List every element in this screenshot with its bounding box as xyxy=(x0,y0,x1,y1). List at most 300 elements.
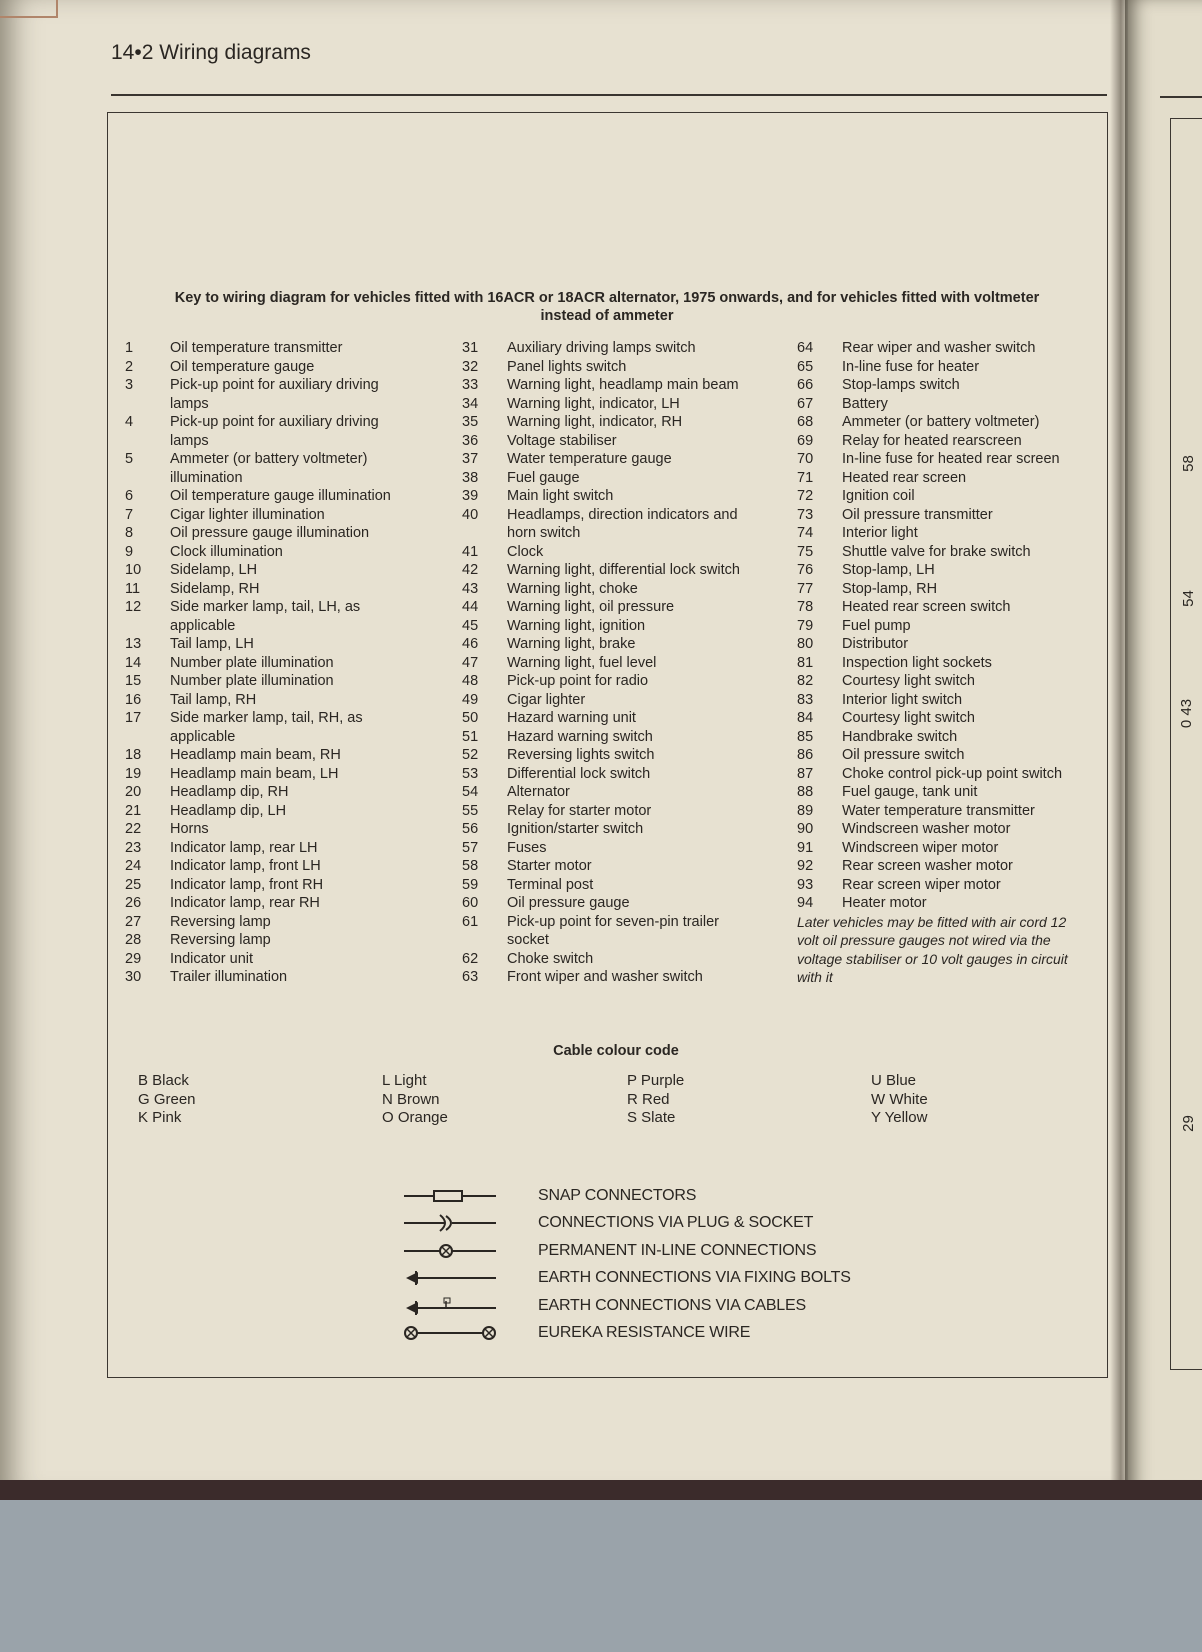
colour-code-entry: L Light xyxy=(382,1072,427,1089)
key-item-label: Shuttle valve for brake switch xyxy=(842,543,1031,560)
key-item xyxy=(462,580,792,599)
key-item-label: Water temperature transmitter xyxy=(842,802,1035,819)
key-item-number: 27 xyxy=(125,913,142,930)
key-item-number: 61 xyxy=(462,913,479,930)
key-item xyxy=(462,783,792,802)
key-item-label: Pick-up point for auxiliary driving xyxy=(170,414,379,430)
key-item-number: 35 xyxy=(462,414,479,430)
key-item-label: Warning light, brake xyxy=(507,636,636,652)
key-item-number: 46 xyxy=(462,636,479,652)
key-item-number: 51 xyxy=(462,728,479,745)
key-item-label: Rear screen washer motor xyxy=(842,858,1013,874)
key-item-label: Warning light, indicator, RH xyxy=(507,414,683,430)
key-item-number: 91 xyxy=(797,839,814,856)
key-item xyxy=(797,839,1097,858)
key-item-label: Heater motor xyxy=(842,895,927,911)
legend-label: CONNECTIONS VIA PLUG & SOCKET xyxy=(538,1214,814,1232)
key-item-number: 59 xyxy=(462,876,479,893)
key-item-number xyxy=(125,395,170,414)
key-item xyxy=(125,617,455,636)
key-item xyxy=(797,598,1097,617)
key-item-number: 21 xyxy=(125,802,142,819)
key-item-label: Handbrake switch xyxy=(842,728,958,745)
legend-label: SNAP CONNECTORS xyxy=(538,1186,697,1204)
key-item xyxy=(462,746,792,765)
key-item-number: 4 xyxy=(125,414,134,430)
key-item xyxy=(797,876,1097,895)
key-item xyxy=(125,913,455,932)
colour-column xyxy=(871,1072,928,1128)
key-item xyxy=(462,765,792,784)
key-item-number: 60 xyxy=(462,895,479,911)
key-item-label: Indicator unit xyxy=(170,950,254,967)
key-item xyxy=(462,709,792,728)
key-item-label: Indicator lamp, front LH xyxy=(170,858,321,874)
key-item-label: Clock illumination xyxy=(170,543,283,560)
key-item-label: In-line fuse for heated rear screen xyxy=(842,451,1060,467)
key-item xyxy=(462,728,792,747)
key-item xyxy=(797,339,1097,358)
key-item-number xyxy=(125,617,170,636)
key-item xyxy=(797,635,1097,654)
key-item-number: 14 xyxy=(125,654,142,671)
key-item xyxy=(125,931,455,950)
key-item xyxy=(462,876,792,895)
key-item-number: 64 xyxy=(797,340,814,356)
legend-row xyxy=(400,1237,851,1265)
key-item xyxy=(125,580,455,599)
key-item xyxy=(462,635,792,654)
key-item-label: Reversing lamp xyxy=(170,932,271,948)
key-item-number: 23 xyxy=(125,839,142,856)
key-item xyxy=(462,413,792,432)
key-item-label: Panel lights switch xyxy=(507,358,627,375)
colour-code-entry: K Pink xyxy=(138,1109,182,1126)
key-item xyxy=(125,672,455,691)
colour-code-entry: P Purple xyxy=(627,1072,685,1089)
key-item-label: Inspection light sockets xyxy=(842,654,992,671)
key-item-number: 89 xyxy=(797,802,814,819)
key-item-label: Warning light, choke xyxy=(507,580,638,597)
key-item-number: 85 xyxy=(797,728,814,745)
right-page-label: 54 xyxy=(1179,590,1197,607)
key-item-label: Rear screen wiper motor xyxy=(842,876,1001,893)
key-item-number: 37 xyxy=(462,451,479,467)
key-item xyxy=(797,802,1097,821)
key-item xyxy=(797,358,1097,377)
key-item xyxy=(125,635,455,654)
key-item-label: applicable xyxy=(170,617,236,634)
key-item-label: Number plate illumination xyxy=(170,673,334,689)
key-item-label: Ignition coil xyxy=(842,488,915,504)
key-item-label: Ammeter (or battery voltmeter) xyxy=(170,451,368,467)
key-column-2 xyxy=(462,339,792,987)
key-item-label: Oil pressure switch xyxy=(842,747,965,763)
key-item-number: 69 xyxy=(797,432,814,449)
key-item-number: 32 xyxy=(462,358,479,375)
key-item xyxy=(462,802,792,821)
key-item-label: Indicator lamp, rear LH xyxy=(170,839,318,856)
key-item-label: Headlamp main beam, RH xyxy=(170,747,341,763)
key-item-label: Stop-lamp, LH xyxy=(842,562,935,578)
key-item-label: Trailer illumination xyxy=(170,969,288,985)
key-item-label: Oil temperature gauge xyxy=(170,358,315,375)
key-item-label: Alternator xyxy=(507,784,570,800)
key-item-label: Tail lamp, RH xyxy=(170,691,257,708)
inline-connection-icon xyxy=(400,1240,500,1262)
key-item-label: Oil pressure gauge illumination xyxy=(170,525,370,541)
key-item xyxy=(797,580,1097,599)
key-item-number: 22 xyxy=(125,821,142,837)
key-heading-line: instead of ammeter xyxy=(540,308,674,324)
key-item-number: 16 xyxy=(125,691,142,708)
key-item-number xyxy=(462,524,507,543)
key-item-number: 80 xyxy=(797,636,814,652)
key-item-number: 94 xyxy=(797,895,814,911)
key-item-label: Rear wiper and washer switch xyxy=(842,340,1036,356)
key-item-label: Fuses xyxy=(507,839,547,856)
key-item-label: lamps xyxy=(170,432,209,449)
key-item xyxy=(125,598,455,617)
key-item-number: 58 xyxy=(462,858,479,874)
key-item xyxy=(125,543,455,562)
key-item-number: 88 xyxy=(797,784,814,800)
key-item-number xyxy=(125,432,170,451)
colour-column xyxy=(627,1072,684,1128)
key-item xyxy=(462,654,792,673)
key-item-label: Tail lamp, LH xyxy=(170,636,254,652)
key-item-label: Fuel pump xyxy=(842,617,911,634)
key-item xyxy=(797,561,1097,580)
key-item-number: 52 xyxy=(462,747,479,763)
key-item-number xyxy=(125,728,170,747)
key-item-number: 63 xyxy=(462,969,479,985)
legend-row xyxy=(400,1320,851,1348)
key-item xyxy=(462,358,792,377)
key-item-number: 45 xyxy=(462,617,479,634)
key-item-number: 93 xyxy=(797,876,814,893)
key-item xyxy=(125,376,455,395)
key-item-label: Sidelamp, LH xyxy=(170,562,258,578)
key-item xyxy=(462,524,792,543)
key-item-number: 43 xyxy=(462,580,479,597)
key-item xyxy=(462,931,792,950)
key-item-number: 44 xyxy=(462,599,479,615)
key-item-number: 48 xyxy=(462,673,479,689)
key-item-label: illumination xyxy=(170,469,243,486)
key-item-number: 2 xyxy=(125,358,134,375)
key-note-line: volt oil pressure gauges not wired via the xyxy=(797,932,1051,948)
key-item-label: Reversing lights switch xyxy=(507,747,655,763)
key-item xyxy=(125,839,455,858)
colour-code-entry: B Black xyxy=(138,1072,189,1089)
key-item-label: Cigar lighter xyxy=(507,691,586,708)
colour-code-entry: G Green xyxy=(138,1090,196,1108)
key-item-label: Pick-up point for radio xyxy=(507,673,649,689)
key-item-label: Auxiliary driving lamps switch xyxy=(507,340,696,356)
earth-cable-icon xyxy=(400,1295,500,1317)
key-item xyxy=(462,839,792,858)
key-item-label: Warning light, indicator, LH xyxy=(507,395,680,412)
key-item-number: 50 xyxy=(462,710,479,726)
key-item xyxy=(462,561,792,580)
key-item-number: 71 xyxy=(797,469,814,486)
key-item xyxy=(125,339,455,358)
key-item-number: 20 xyxy=(125,784,142,800)
key-item-label: Interior light switch xyxy=(842,691,963,708)
key-item-number: 30 xyxy=(125,969,142,985)
right-page-label: 29 xyxy=(1179,1115,1197,1132)
key-item-number: 65 xyxy=(797,358,814,375)
key-item xyxy=(125,783,455,802)
key-item-label: Heated rear screen xyxy=(842,469,967,486)
key-item-label: Stop-lamp, RH xyxy=(842,580,938,597)
key-item xyxy=(125,857,455,876)
key-item-label: Starter motor xyxy=(507,858,592,874)
key-item-label: Battery xyxy=(842,395,888,412)
key-item-label: Pick-up point for auxiliary driving xyxy=(170,377,379,393)
corner-tab xyxy=(0,0,58,18)
key-item xyxy=(462,598,792,617)
key-item-label: horn switch xyxy=(507,525,581,541)
key-item-label: Front wiper and washer switch xyxy=(507,969,703,985)
colour-code-entry: Y Yellow xyxy=(871,1109,928,1126)
key-item xyxy=(462,376,792,395)
key-item xyxy=(797,524,1097,543)
key-item-number: 8 xyxy=(125,525,134,541)
key-item-number: 26 xyxy=(125,895,142,911)
key-item-label: Sidelamp, RH xyxy=(170,580,260,597)
key-item xyxy=(125,820,455,839)
earth-bolt-icon xyxy=(400,1267,500,1289)
key-item-number: 49 xyxy=(462,691,479,708)
book-spine-shadow xyxy=(1110,0,1128,1495)
key-item xyxy=(462,968,792,987)
key-item-number: 1 xyxy=(125,340,134,356)
key-item-label: Warning light, differential lock switch xyxy=(507,562,740,578)
right-page-label: 0 43 xyxy=(1178,698,1196,729)
key-item-number: 70 xyxy=(797,451,814,467)
key-item-number: 68 xyxy=(797,414,814,430)
right-page-label: 58 xyxy=(1179,455,1197,472)
key-item xyxy=(125,691,455,710)
key-item-label: applicable xyxy=(170,728,236,745)
legend-row xyxy=(400,1210,851,1238)
colour-code-entry: O Orange xyxy=(382,1109,448,1126)
key-item xyxy=(125,395,455,414)
key-item-number: 47 xyxy=(462,654,479,671)
key-item xyxy=(125,968,455,987)
key-item-number: 76 xyxy=(797,562,814,578)
key-item-label: Side marker lamp, tail, LH, as xyxy=(170,599,361,615)
key-item-label: Relay for starter motor xyxy=(507,802,652,819)
key-item xyxy=(797,413,1097,432)
key-item xyxy=(797,691,1097,710)
key-item-label: Side marker lamp, tail, RH, as xyxy=(170,710,363,726)
legend-label: PERMANENT IN-LINE CONNECTIONS xyxy=(538,1241,817,1259)
key-item-number: 10 xyxy=(125,562,142,578)
key-item-number: 15 xyxy=(125,673,142,689)
key-item-label: Number plate illumination xyxy=(170,654,334,671)
key-item-number: 84 xyxy=(797,710,814,726)
key-item-label: Warning light, headlamp main beam xyxy=(507,377,739,393)
key-heading-line: Key to wiring diagram for vehicles fitted with 16ACR or 18ACR alternator, 1975 onwards, and for vehicles fitted with voltmeter xyxy=(174,290,1040,306)
key-item-number: 25 xyxy=(125,876,142,893)
key-item xyxy=(462,894,792,913)
key-item-label: lamps xyxy=(170,395,209,412)
key-item-number: 79 xyxy=(797,617,814,634)
key-item xyxy=(125,524,455,543)
key-item xyxy=(462,672,792,691)
key-item-label: Headlamps, direction indicators and xyxy=(507,506,738,523)
key-item xyxy=(797,728,1097,747)
key-item-number: 19 xyxy=(125,765,142,782)
key-item xyxy=(125,709,455,728)
key-item-label: Indicator lamp, front RH xyxy=(170,876,324,893)
key-item-label: Fuel gauge, tank unit xyxy=(842,784,978,800)
key-item xyxy=(797,395,1097,414)
key-note-line: voltage stabiliser or 10 volt gauges in circuit xyxy=(797,950,1068,967)
key-item-number: 6 xyxy=(125,488,134,504)
key-item xyxy=(797,857,1097,876)
key-item xyxy=(797,894,1097,913)
key-item-label: Heated rear screen switch xyxy=(842,599,1011,615)
key-item xyxy=(462,487,792,506)
right-header-rule xyxy=(1160,96,1202,98)
key-item-label: Water temperature gauge xyxy=(507,451,672,467)
key-item-label: Reversing lamp xyxy=(170,913,271,930)
symbol-legend xyxy=(400,1182,851,1347)
right-diagram-frame xyxy=(1170,118,1202,1370)
key-item-number: 81 xyxy=(797,654,814,671)
key-item-number: 86 xyxy=(797,747,814,763)
key-item-label: Relay for heated rearscreen xyxy=(842,432,1022,449)
key-item-label: Fuel gauge xyxy=(507,469,580,486)
key-item-number: 62 xyxy=(462,950,479,967)
key-item-label: Hazard warning switch xyxy=(507,728,653,745)
legend-label: EUREKA RESISTANCE WIRE xyxy=(538,1324,751,1342)
key-note-line: Later vehicles may be fitted with air cord 12 xyxy=(797,913,1067,930)
key-item xyxy=(462,339,792,358)
key-item-label: Windscreen wiper motor xyxy=(842,839,999,856)
key-item-number: 74 xyxy=(797,525,814,541)
header-rule xyxy=(111,94,1107,96)
key-item-number: 92 xyxy=(797,858,814,874)
legend-row xyxy=(400,1265,851,1293)
colour-code-entry: S Slate xyxy=(627,1109,676,1126)
key-item-label: Headlamp main beam, LH xyxy=(170,765,339,782)
key-item-label: Oil temperature transmitter xyxy=(170,340,343,356)
key-item-number: 3 xyxy=(125,377,134,393)
key-item-number: 33 xyxy=(462,377,479,393)
key-item-number: 40 xyxy=(462,506,479,523)
key-item-number: 90 xyxy=(797,821,814,837)
key-item xyxy=(125,561,455,580)
key-item xyxy=(462,691,792,710)
key-item-number: 72 xyxy=(797,488,814,504)
page-title: 14•2 Wiring diagrams xyxy=(111,41,311,64)
key-item-number: 38 xyxy=(462,469,479,486)
key-item xyxy=(125,506,455,525)
key-item xyxy=(125,765,455,784)
key-item-label: Oil temperature gauge illumination xyxy=(170,488,391,504)
key-item xyxy=(797,543,1097,562)
key-item-number: 18 xyxy=(125,747,142,763)
key-item-label: Clock xyxy=(507,543,544,560)
key-item xyxy=(797,376,1097,395)
key-item xyxy=(797,746,1097,765)
key-item-number: 36 xyxy=(462,432,479,449)
resistance-wire-icon xyxy=(400,1322,500,1344)
key-item-number: 24 xyxy=(125,858,142,874)
key-item-label: Oil pressure gauge xyxy=(507,895,630,911)
key-item-label: Headlamp dip, RH xyxy=(170,784,289,800)
key-item-number: 13 xyxy=(125,636,142,652)
key-item xyxy=(462,450,792,469)
key-item-number: 83 xyxy=(797,691,814,708)
colour-code-entry: U Blue xyxy=(871,1072,917,1089)
key-item-label: Warning light, fuel level xyxy=(507,654,657,671)
key-item xyxy=(797,672,1097,691)
key-item-label: Courtesy light switch xyxy=(842,710,975,726)
key-item xyxy=(462,432,792,451)
key-item-label: Warning light, oil pressure xyxy=(507,599,675,615)
key-item-number: 42 xyxy=(462,562,479,578)
key-item-label: Indicator lamp, rear RH xyxy=(170,895,320,911)
legend-row xyxy=(400,1182,851,1210)
key-item xyxy=(125,746,455,765)
key-item-number: 34 xyxy=(462,395,479,412)
colour-column xyxy=(138,1072,196,1128)
colour-code-entry: R Red xyxy=(627,1090,670,1108)
key-item xyxy=(462,820,792,839)
key-item xyxy=(462,913,792,932)
key-item-number: 56 xyxy=(462,821,479,837)
key-item xyxy=(462,395,792,414)
key-item-label: Pick-up point for seven-pin trailer xyxy=(507,913,719,930)
key-item-label: Differential lock switch xyxy=(507,765,651,782)
key-item-number: 67 xyxy=(797,395,814,412)
key-item-number: 53 xyxy=(462,765,479,782)
key-item-label: In-line fuse for heater xyxy=(842,358,980,375)
key-item-label: Voltage stabiliser xyxy=(507,432,617,449)
colour-code-entry: N Brown xyxy=(382,1090,440,1108)
snap-connector-icon xyxy=(400,1185,500,1207)
key-item-label: Hazard warning unit xyxy=(507,710,636,726)
key-item-label: Headlamp dip, LH xyxy=(170,802,287,819)
key-item-label: Courtesy light switch xyxy=(842,673,975,689)
key-item-number: 5 xyxy=(125,451,134,467)
key-item xyxy=(797,820,1097,839)
key-item-label: Cigar lighter illumination xyxy=(170,506,325,523)
key-item xyxy=(125,487,455,506)
key-item-number: 87 xyxy=(797,765,814,782)
key-item-number xyxy=(462,931,507,950)
key-column-1 xyxy=(125,339,455,987)
key-item-number xyxy=(125,469,170,488)
key-item xyxy=(797,432,1097,451)
key-item-number: 77 xyxy=(797,580,814,597)
key-item-number: 11 xyxy=(125,580,141,597)
key-item-number: 7 xyxy=(125,506,134,523)
colour-code-title: Cable colour code xyxy=(553,1043,679,1059)
key-item-label: Stop-lamps switch xyxy=(842,377,960,393)
key-item-label: Windscreen washer motor xyxy=(842,821,1011,837)
colour-column xyxy=(382,1072,448,1128)
key-item-number: 31 xyxy=(462,340,479,356)
key-item-label: Interior light xyxy=(842,525,918,541)
key-item-label: Warning light, ignition xyxy=(507,617,646,634)
